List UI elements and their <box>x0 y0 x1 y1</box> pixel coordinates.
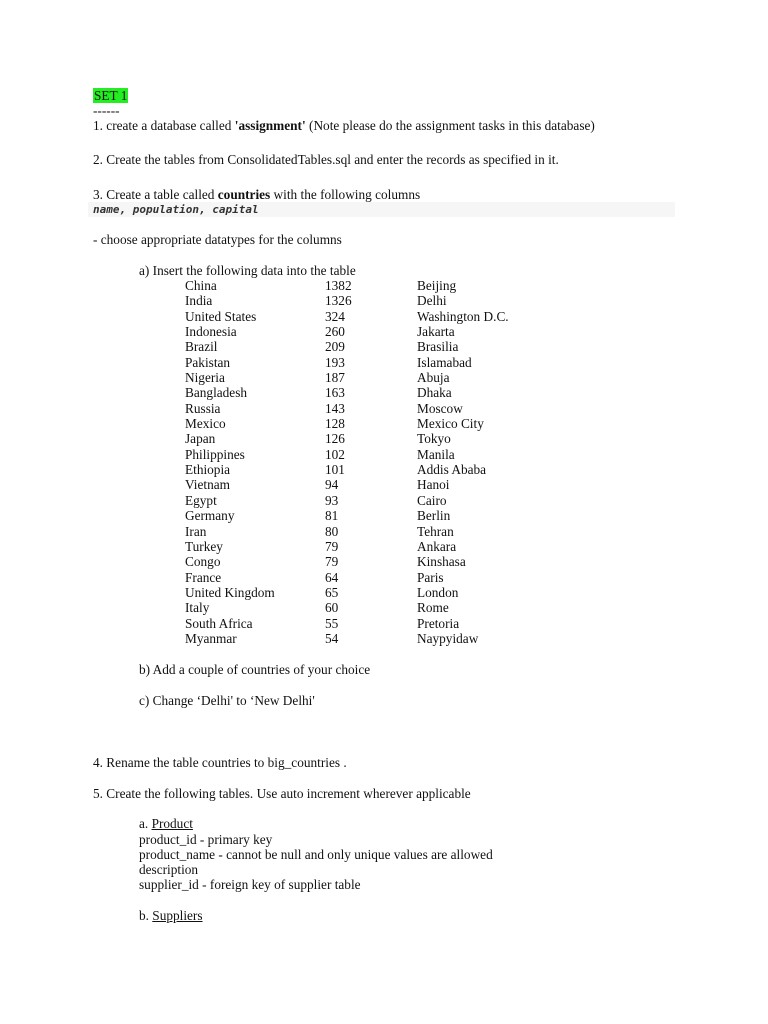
task-3-prefix: 3. Create a table called <box>93 187 218 202</box>
task-3-suffix: with the following columns <box>270 187 421 202</box>
country-name: Philippines <box>185 446 245 462</box>
task-3 <box>93 187 420 202</box>
country-population: 128 <box>325 416 345 432</box>
country-capital: Ankara <box>417 538 457 554</box>
set-title-highlight: SET 1 <box>94 88 128 103</box>
country-capital: Beijing <box>417 278 457 293</box>
country-capital: Jakarta <box>417 324 455 340</box>
country-population: 1326 <box>325 293 352 309</box>
country-name: Ethiopia <box>185 462 231 478</box>
country-population: 102 <box>325 446 345 462</box>
columns-code-block: name, population, capital <box>88 202 675 217</box>
country-capital: Paris <box>417 569 444 585</box>
country-population: 79 <box>325 554 339 570</box>
country-name: Egypt <box>185 492 217 508</box>
country-population: 187 <box>325 370 345 386</box>
subtask-a: a) Insert the following data into the table <box>139 263 356 278</box>
country-population: 81 <box>325 508 339 524</box>
dash-separator: ------ <box>93 103 120 118</box>
country-population: 93 <box>325 492 339 508</box>
country-capital: Delhi <box>417 293 447 309</box>
country-name: Turkey <box>185 538 223 554</box>
subtask-b: b) Add a couple of countries of your choice <box>139 662 371 677</box>
country-capital: Moscow <box>417 400 463 416</box>
country-capital: Manila <box>417 446 455 462</box>
suppliers-prefix: b. <box>139 908 153 923</box>
country-population: 79 <box>325 538 339 554</box>
country-capital: Naypyidaw <box>417 630 479 646</box>
country-capital: Cairo <box>417 492 447 508</box>
country-population: 60 <box>325 600 339 616</box>
country-name: Myanmar <box>185 630 237 646</box>
country-population: 80 <box>325 523 339 539</box>
task-5: 5. Create the following tables. Use auto increment wherever applicable <box>93 786 471 801</box>
country-name: Vietnam <box>185 477 230 493</box>
country-capital: Kinshasa <box>417 554 466 570</box>
country-population: 101 <box>325 462 345 478</box>
country-population: 193 <box>325 354 345 370</box>
country-capital: Dhaka <box>417 385 452 401</box>
country-name: Germany <box>185 508 235 524</box>
country-capital: Berlin <box>417 508 451 524</box>
country-name: United Kingdom <box>185 584 275 600</box>
country-capital: Tehran <box>417 523 454 539</box>
country-capital: Abuja <box>417 370 450 386</box>
country-name: Mexico <box>185 416 226 432</box>
country-capital: Pretoria <box>417 615 460 631</box>
country-population: 1382 <box>325 278 352 293</box>
country-capital: Tokyo <box>417 431 451 447</box>
country-population: 126 <box>325 431 345 447</box>
country-name: Congo <box>185 554 221 570</box>
suppliers-heading <box>139 908 203 923</box>
country-capital: Islamabad <box>417 354 472 370</box>
country-capital: Washington D.C. <box>417 308 509 324</box>
country-name: Japan <box>185 431 216 447</box>
country-name: Brazil <box>185 339 218 355</box>
country-capital: Addis Ababa <box>417 462 487 478</box>
country-name: Italy <box>185 600 210 616</box>
country-name: China <box>185 278 217 293</box>
product-field: description <box>139 862 199 877</box>
country-population: 260 <box>325 324 345 340</box>
suppliers-title: Suppliers <box>152 908 203 923</box>
task-3-table-name: countries <box>217 187 271 202</box>
country-population: 64 <box>325 569 339 585</box>
country-name: France <box>185 569 222 585</box>
country-name: United States <box>185 308 257 324</box>
country-capital: London <box>417 584 459 600</box>
task-1-db-name: 'assignment' <box>234 118 306 133</box>
subtask-c: c) Change ‘Delhi' to ‘New Delhi' <box>139 693 315 708</box>
set-title <box>93 88 128 103</box>
country-capital: Rome <box>417 600 449 616</box>
product-field: supplier_id - foreign key of supplier table <box>139 877 361 892</box>
country-population: 65 <box>325 584 339 600</box>
country-population: 54 <box>325 630 339 646</box>
country-name: Bangladesh <box>185 385 248 401</box>
country-name: Nigeria <box>185 370 225 386</box>
country-population: 209 <box>325 339 345 355</box>
country-population: 55 <box>325 615 339 631</box>
product-heading <box>139 816 193 831</box>
product-prefix: a. <box>139 816 152 831</box>
task-2: 2. Create the tables from ConsolidatedTables.sql and enter the records as specified in it. <box>93 152 559 167</box>
product-field: product_name - cannot be null and only unique values are allowed <box>139 847 493 862</box>
datatypes-note: - choose appropriate datatypes for the columns <box>93 232 342 247</box>
country-name: Pakistan <box>185 354 231 370</box>
country-capital: Brasilia <box>417 339 459 355</box>
country-capital: Hanoi <box>417 477 450 493</box>
task-1-prefix: 1. create a database called <box>93 118 235 133</box>
product-title: Product <box>151 816 193 831</box>
country-name: Indonesia <box>185 324 237 340</box>
country-population: 324 <box>325 308 345 324</box>
country-name: India <box>185 293 213 309</box>
country-name: South Africa <box>185 615 253 631</box>
country-population: 94 <box>325 477 339 493</box>
task-1 <box>93 118 595 133</box>
country-population: 163 <box>325 385 345 401</box>
product-field: product_id - primary key <box>139 832 273 847</box>
country-capital: Mexico City <box>417 416 484 432</box>
task-1-suffix: (Note please do the assignment tasks in this database) <box>305 118 595 133</box>
country-population: 143 <box>325 400 345 416</box>
task-4: 4. Rename the table countries to big_countries . <box>93 755 347 770</box>
country-name: Iran <box>185 523 207 539</box>
country-name: Russia <box>185 400 221 416</box>
